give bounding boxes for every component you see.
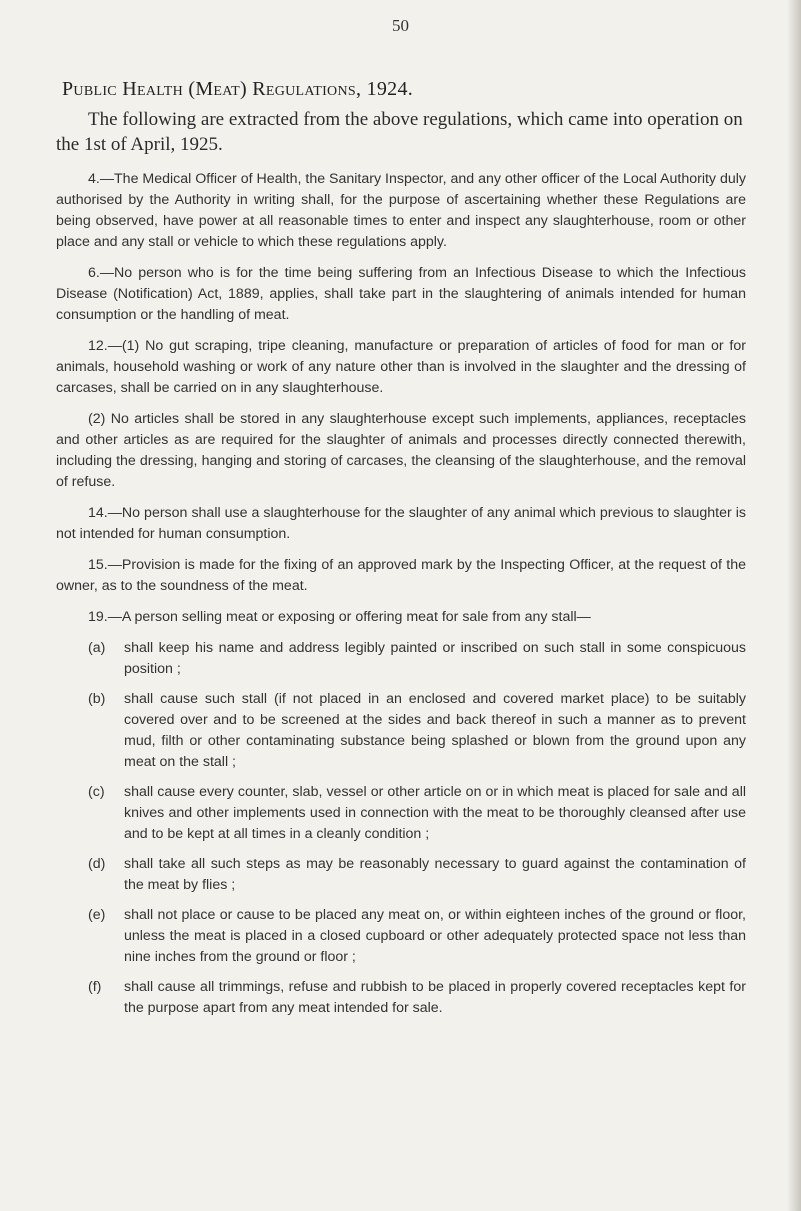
list-item [88, 905, 746, 968]
paragraph-4: 4.—The Medical Officer of Health, the Sanitary Inspector, and any other officer of the Local Authority duly authorised by the Authority in writing shall, for the purpose of ascertaining whether these Regulations are being observed, have power at all reasonable times to enter and inspect any slaughterhouse, room or other place and any stall or vehicle to which these regulations apply. [56, 171, 746, 250]
page-edge-shadow [787, 0, 801, 1211]
list-item [88, 854, 746, 896]
list-item [88, 782, 746, 845]
list-item-text: shall not place or cause to be placed any meat on, or within eighteen inches of the ground or floor, unless the meat is placed in a closed cupboard or other adequately protected space not less than nine inches from the ground or floor ; [124, 907, 746, 965]
page-title: Public Health (Meat) Regulations, 1924. [62, 78, 414, 100]
list-item-text: shall cause such stall (if not placed in an enclosed and covered market place) to be suitably covered over and to be screened at the sides and back thereof in such a manner as to prevent mud, filth or other contaminating substance being splashed or blown from the ground upon any meat on the stall ; [124, 691, 746, 770]
paragraph-12-2: (2) No articles shall be stored in any slaughterhouse except such implements, appliances, receptacles and other articles as are required for the slaughter of animals and processes directly connected therewith, including the dressing, hanging and storing of carcases, the cleansing of the slaughterhouse, and the removal of refuse. [56, 411, 746, 490]
list-item-mark: (c) [88, 784, 105, 800]
list-item-mark: (d) [88, 856, 106, 872]
page-number: 50 [392, 16, 409, 35]
list-item [88, 689, 746, 773]
list-item [88, 638, 746, 680]
list-item-text: shall take all such steps as may be reasonably necessary to guard against the contamination of the meat by flies ; [124, 856, 746, 893]
list-item-mark: (e) [88, 907, 106, 923]
list-item-text: shall cause all trimmings, refuse and rubbish to be placed in properly covered receptacles kept for the purpose apart from any meat intended for sale. [124, 979, 746, 1016]
list-item-mark: (a) [88, 640, 106, 656]
paragraph-12-1: 12.—(1) No gut scraping, tripe cleaning, manufacture or preparation of articles of food for man or for animals, household washing or work of any nature other than is involved in the slaughter and the dressing of carcases, shall be carried on in any slaughterhouse. [56, 338, 746, 396]
list-item-text: shall cause every counter, slab, vessel or other article on or in which meat is placed for sale and all knives and other implements used in connection with the meat to be thoroughly cleansed after use and to be kept at all times in a cleanly condition ; [124, 784, 746, 842]
paragraph-14: 14.—No person shall use a slaughterhouse for the slaughter of any animal which previous to slaughter is not intended for human consumption. [56, 505, 746, 542]
list-item-mark: (b) [88, 691, 106, 707]
list-item-text: shall keep his name and address legibly painted or inscribed on such stall in some conspicuous position ; [124, 640, 746, 677]
list-item-mark: (f) [88, 979, 102, 995]
intro-paragraph: The following are extracted from the above regulations, which came into operation on the 1st of April, 1925. [56, 109, 743, 155]
document-page [56, 78, 746, 1028]
list-item [88, 977, 746, 1019]
paragraph-6: 6.—No person who is for the time being suffering from an Infectious Disease to which the Infectious Disease (Notification) Act, 1889, applies, shall take part in the slaughtering of animals intended for human consumption or the handling of meat. [56, 265, 746, 323]
paragraph-19: 19.—A person selling meat or exposing or offering meat for sale from any stall— [88, 609, 591, 625]
paragraph-15: 15.—Provision is made for the fixing of an approved mark by the Inspecting Officer, at the request of the owner, as to the soundness of the meat. [56, 557, 746, 594]
